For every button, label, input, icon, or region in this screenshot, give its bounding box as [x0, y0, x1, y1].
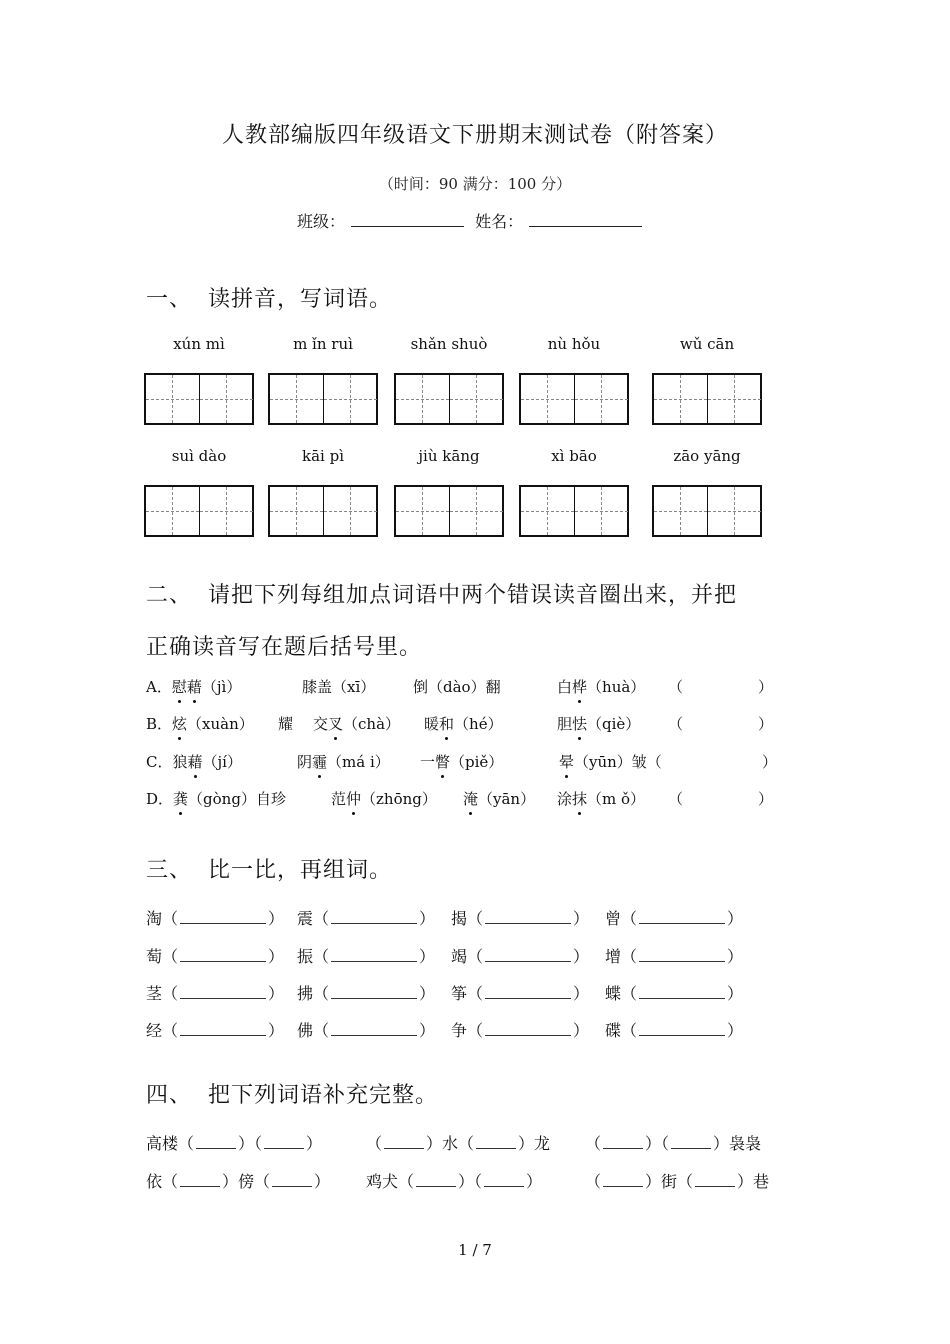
page-number: 1 / 7	[458, 1241, 492, 1259]
writing-box[interactable]	[394, 485, 504, 537]
writing-cell[interactable]	[521, 375, 574, 423]
page-title: 人教部编版四年级语文下册期末测试卷（附答案）	[221, 123, 728, 148]
pinyin-label: shǎn shuò	[410, 335, 488, 353]
section-number: 二、	[146, 583, 193, 608]
option-a-word-2: 膝盖（xī）	[302, 678, 376, 696]
writing-box[interactable]	[268, 373, 378, 425]
idiom-blank[interactable]	[484, 1172, 524, 1187]
class-label: 班级：	[297, 212, 346, 231]
class-name-line	[297, 209, 648, 232]
section-number: 四、	[146, 1083, 193, 1108]
writing-box[interactable]	[144, 373, 254, 425]
word-blank[interactable]	[485, 984, 571, 999]
option-c-answer-close: ）	[762, 753, 778, 771]
writing-cell[interactable]	[707, 375, 761, 423]
class-field[interactable]	[351, 212, 464, 227]
pinyin-label: wǔ cān	[679, 335, 735, 353]
pinyin-label: xún mì	[173, 335, 225, 353]
idiom-blank[interactable]	[476, 1134, 516, 1149]
writing-cell[interactable]	[199, 487, 253, 535]
section-2-heading	[146, 578, 737, 609]
option-b-word-5: 胆怯（qiè）	[557, 715, 641, 733]
compare-item: 增（ ）	[605, 947, 744, 966]
writing-cell[interactable]	[654, 487, 707, 535]
word-blank[interactable]	[180, 1021, 266, 1036]
word-blank[interactable]	[485, 909, 571, 924]
option-b-answer-close: ）	[758, 715, 774, 733]
exam-info: （时间：90 满分：100 分）	[378, 175, 572, 193]
option-c-word-4: 晕（yūn）皱（	[559, 753, 662, 771]
compare-item: 淘（ ）	[146, 909, 285, 928]
section-4-heading	[146, 1078, 438, 1109]
writing-box[interactable]	[652, 485, 762, 537]
name-field[interactable]	[529, 212, 642, 227]
word-blank[interactable]	[485, 1021, 571, 1036]
compare-item: 经（ ）	[146, 1021, 285, 1040]
section-title: 请把下列每组加点词语中两个错误读音圈出来，并把	[208, 583, 738, 608]
writing-box[interactable]	[652, 373, 762, 425]
section-title: 比一比，再组词。	[208, 858, 393, 883]
option-d-word-3: 淹（yān）	[463, 790, 536, 808]
pinyin-label: nù hǒu	[547, 335, 601, 353]
compare-item: 佛（ ）	[297, 1021, 436, 1040]
option-a-word-4: 白桦（huà）	[557, 678, 646, 696]
compare-item: 萄（ ）	[146, 947, 285, 966]
idiom-blank[interactable]	[196, 1134, 236, 1149]
name-label: 姓名：	[475, 212, 524, 231]
writing-box[interactable]	[394, 373, 504, 425]
idiom-2: （ ）水（ ）龙	[366, 1134, 551, 1153]
compare-item: 拂（ ）	[297, 984, 436, 1003]
compare-item: 曾（ ）	[605, 909, 744, 928]
word-blank[interactable]	[180, 984, 266, 999]
option-d-answer-close: ）	[758, 790, 774, 808]
word-blank[interactable]	[331, 984, 417, 999]
writing-cell[interactable]	[396, 375, 449, 423]
option-b-answer-open: （	[668, 715, 684, 733]
writing-cell[interactable]	[146, 487, 199, 535]
idiom-blank[interactable]	[695, 1172, 735, 1187]
option-b-word-4: 暖和（hé）	[424, 715, 503, 733]
word-blank[interactable]	[331, 909, 417, 924]
writing-cell[interactable]	[574, 375, 628, 423]
idiom-blank[interactable]	[180, 1172, 220, 1187]
option-b-word-2: 耀	[278, 715, 294, 733]
writing-cell[interactable]	[146, 375, 199, 423]
writing-cell[interactable]	[323, 487, 377, 535]
pinyin-label: zāo yāng	[673, 447, 741, 465]
idiom-blank[interactable]	[416, 1172, 456, 1187]
compare-item: 振（ ）	[297, 947, 436, 966]
idiom-4: 依（ ）傍（ ）	[146, 1172, 331, 1191]
option-d-word-4: 涂抹（m ǒ）	[557, 790, 646, 808]
idiom-blank[interactable]	[603, 1172, 643, 1187]
option-d: D．龚（gòng）自珍	[146, 790, 286, 808]
option-d-answer-open: （	[668, 790, 684, 808]
idiom-5: 鸡犬（ ）（ ）	[366, 1172, 543, 1191]
section-1-heading	[146, 282, 392, 313]
writing-cell[interactable]	[654, 375, 707, 423]
section-2-heading-cont: 正确读音写在题后括号里。	[146, 635, 423, 660]
word-blank[interactable]	[331, 1021, 417, 1036]
writing-cell[interactable]	[521, 487, 574, 535]
writing-cell[interactable]	[323, 375, 377, 423]
pinyin-label: m ǐn ruì	[293, 335, 353, 353]
writing-box[interactable]	[144, 485, 254, 537]
option-b-word-3: 交叉（chà）	[313, 715, 401, 733]
compare-item: 竭（ ）	[451, 947, 590, 966]
word-blank[interactable]	[639, 1021, 725, 1036]
word-blank[interactable]	[639, 909, 725, 924]
compare-item: 争（ ）	[451, 1021, 590, 1040]
writing-cell[interactable]	[449, 375, 503, 423]
idiom-blank[interactable]	[603, 1134, 643, 1149]
word-blank[interactable]	[331, 947, 417, 962]
pinyin-label: suì dào	[171, 447, 227, 465]
writing-cell[interactable]	[396, 487, 449, 535]
writing-box[interactable]	[519, 373, 629, 425]
option-c-word-2: 阴霾（má i）	[297, 753, 390, 771]
section-3-heading	[146, 853, 392, 884]
idiom-1: 高楼（ ）（ ）	[146, 1134, 323, 1153]
option-a-word-3: 倒（dào）翻	[413, 678, 501, 696]
writing-box[interactable]	[268, 485, 378, 537]
compare-item: 茎（ ）	[146, 984, 285, 1003]
pinyin-label: jiù kāng	[418, 447, 480, 465]
pinyin-label: xì bāo	[551, 447, 597, 465]
writing-cell[interactable]	[199, 375, 253, 423]
writing-cell[interactable]	[270, 487, 323, 535]
idiom-blank[interactable]	[384, 1134, 424, 1149]
section-title: 把下列词语补充完整。	[208, 1083, 439, 1108]
writing-box[interactable]	[519, 485, 629, 537]
idiom-3: （ ）（ ）袅袅	[585, 1134, 762, 1153]
writing-cell[interactable]	[449, 487, 503, 535]
word-blank[interactable]	[180, 909, 266, 924]
pinyin-label: kāi pì	[302, 447, 344, 465]
word-blank[interactable]	[485, 947, 571, 962]
option-a: A．慰藉（jì）	[146, 678, 242, 696]
idiom-6: （ ）街（ ）巷	[585, 1172, 770, 1191]
section-title: 读拼音，写词语。	[208, 287, 393, 312]
section-number: 一、	[146, 287, 193, 312]
compare-item: 震（ ）	[297, 909, 436, 928]
option-c: C．狼藉（jí）	[146, 753, 242, 771]
option-b: B．炫（xuàn）	[146, 715, 254, 733]
idiom-blank[interactable]	[272, 1172, 312, 1187]
section-number: 三、	[146, 858, 193, 883]
writing-cell[interactable]	[270, 375, 323, 423]
compare-item: 碟（ ）	[605, 1021, 744, 1040]
word-blank[interactable]	[639, 984, 725, 999]
compare-item: 蝶（ ）	[605, 984, 744, 1003]
option-c-word-3: 一瞥（piě）	[420, 753, 504, 771]
writing-cell[interactable]	[707, 487, 761, 535]
writing-cell[interactable]	[574, 487, 628, 535]
word-blank[interactable]	[639, 947, 725, 962]
option-d-word-2: 范仲（zhōng）	[331, 790, 437, 808]
compare-item: 筝（ ）	[451, 984, 590, 1003]
option-a-answer-close: ）	[758, 678, 774, 696]
word-blank[interactable]	[180, 947, 266, 962]
compare-item: 揭（ ）	[451, 909, 590, 928]
idiom-blank[interactable]	[671, 1134, 711, 1149]
option-a-answer-open: （	[668, 678, 684, 696]
idiom-blank[interactable]	[264, 1134, 304, 1149]
